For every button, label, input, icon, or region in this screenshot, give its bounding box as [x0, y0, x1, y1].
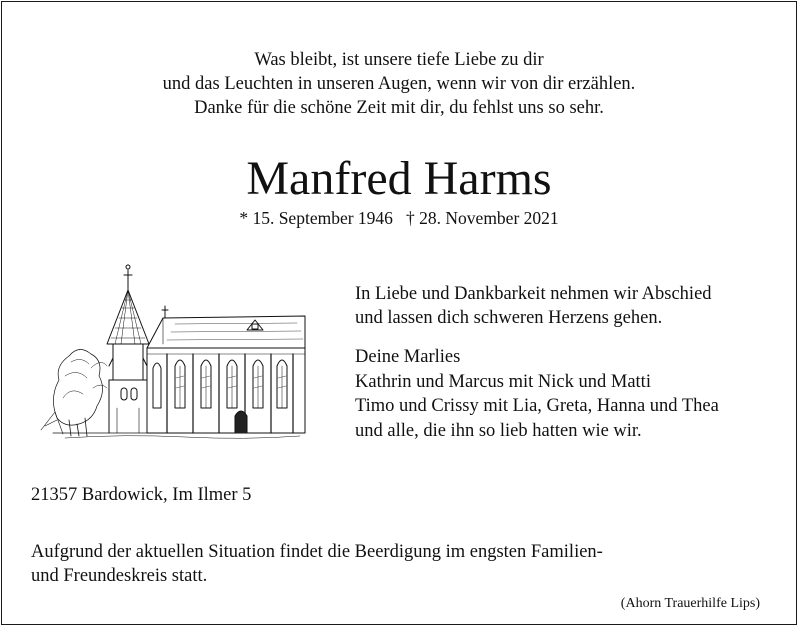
notice-line: und Freundeskreis statt.: [31, 566, 208, 586]
funeral-notice: [31, 540, 603, 588]
church-sketch-illustration: [35, 248, 317, 448]
farewell-line: In Liebe und Dankbarkeit nehmen wir Abschied: [355, 284, 712, 304]
poem-line: Was bleibt, ist unsere tiefe Liebe zu dir: [254, 50, 544, 70]
deceased-name: Manfred Harms: [246, 152, 552, 205]
family-line: Kathrin und Marcus mit Nick und Matti: [355, 371, 651, 392]
poem-line: Danke für die schöne Zeit mit dir, du fehlst uns so sehr.: [194, 98, 604, 118]
memorial-poem: [2, 48, 796, 120]
address: 21357 Bardowick, Im Ilmer 5: [31, 485, 252, 505]
family-line: Deine Marlies: [355, 347, 461, 367]
obituary-notice: [1, 1, 797, 625]
poem-line: und das Leuchten in unseren Augen, wenn wir von dir erzählen.: [162, 74, 636, 94]
family-line: Timo und Crissy mit Lia, Greta, Hanna und Thea: [355, 396, 719, 416]
notice-line: Aufgrund der aktuellen Situation findet die Beerdigung im engsten Familien-: [31, 542, 603, 562]
farewell-text: [355, 282, 712, 330]
farewell-line: und lassen dich schweren Herzens gehen.: [355, 308, 663, 328]
funeral-home-credit: (Ahorn Trauerhilfe Lips): [620, 596, 760, 611]
family-signatures: [355, 345, 719, 443]
family-line: und alle, die ihn so lieb hatten wie wir.: [355, 420, 642, 441]
life-dates: * 15. September 1946 † 28. November 2021: [239, 208, 559, 228]
